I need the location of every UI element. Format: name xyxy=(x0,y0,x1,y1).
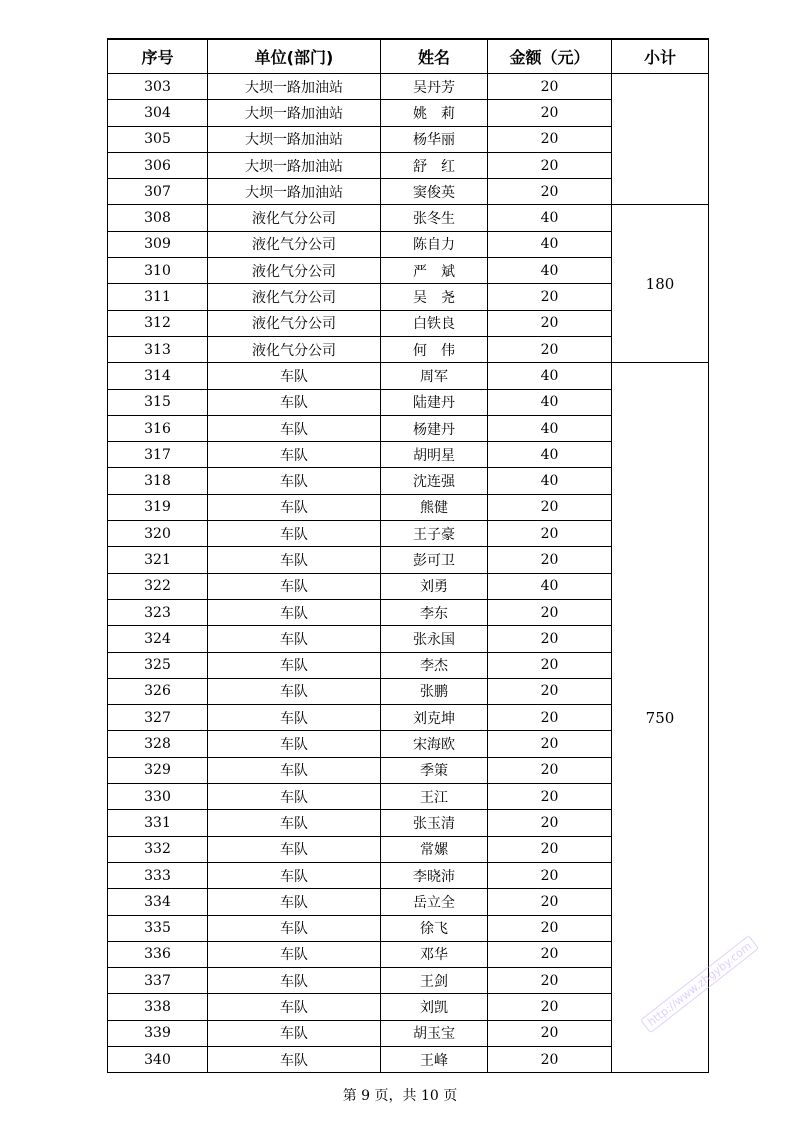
cell-amount: 40 xyxy=(488,442,612,468)
cell-name: 邓华 xyxy=(381,941,488,967)
cell-serial-no: 305 xyxy=(108,126,208,152)
cell-name: 刘勇 xyxy=(381,573,488,599)
cell-serial-no: 332 xyxy=(108,836,208,862)
cell-serial-no: 340 xyxy=(108,1046,208,1072)
cell-name: 张永国 xyxy=(381,626,488,652)
cell-amount: 40 xyxy=(488,231,612,257)
cell-name: 吴 尧 xyxy=(381,284,488,310)
cell-name: 陈自力 xyxy=(381,231,488,257)
cell-name: 舒 红 xyxy=(381,152,488,178)
cell-name: 胡玉宝 xyxy=(381,1020,488,1046)
cell-unit: 液化气分公司 xyxy=(208,258,381,284)
cell-name: 刘克坤 xyxy=(381,705,488,731)
cell-subtotal xyxy=(612,74,709,205)
cell-unit: 液化气分公司 xyxy=(208,336,381,362)
cell-serial-no: 335 xyxy=(108,915,208,941)
cell-unit: 车队 xyxy=(208,389,381,415)
cell-name: 王江 xyxy=(381,784,488,810)
cell-amount: 20 xyxy=(488,74,612,100)
cell-name: 沈连强 xyxy=(381,468,488,494)
cell-unit: 大坝一路加油站 xyxy=(208,74,381,100)
cell-name: 徐飞 xyxy=(381,915,488,941)
cell-serial-no: 328 xyxy=(108,731,208,757)
cell-unit: 车队 xyxy=(208,784,381,810)
cell-serial-no: 325 xyxy=(108,652,208,678)
cell-serial-no: 308 xyxy=(108,205,208,231)
cell-unit: 液化气分公司 xyxy=(208,284,381,310)
cell-serial-no: 304 xyxy=(108,100,208,126)
cell-amount: 40 xyxy=(488,363,612,389)
cell-amount: 20 xyxy=(488,678,612,704)
header-serial-no: 序号 xyxy=(108,39,208,74)
cell-unit: 车队 xyxy=(208,862,381,888)
cell-name: 张鹏 xyxy=(381,678,488,704)
header-name: 姓名 xyxy=(381,39,488,74)
cell-unit: 车队 xyxy=(208,968,381,994)
cell-serial-no: 306 xyxy=(108,152,208,178)
cell-name: 刘凯 xyxy=(381,994,488,1020)
cell-unit: 车队 xyxy=(208,468,381,494)
header-amount: 金额（元） xyxy=(488,39,612,74)
header-subtotal: 小计 xyxy=(612,39,709,74)
cell-amount: 20 xyxy=(488,810,612,836)
cell-serial-no: 303 xyxy=(108,74,208,100)
cell-amount: 20 xyxy=(488,941,612,967)
cell-unit: 大坝一路加油站 xyxy=(208,152,381,178)
cell-amount: 20 xyxy=(488,862,612,888)
cell-serial-no: 322 xyxy=(108,573,208,599)
cell-serial-no: 319 xyxy=(108,494,208,520)
cell-amount: 20 xyxy=(488,336,612,362)
cell-serial-no: 307 xyxy=(108,179,208,205)
cell-name: 常嫘 xyxy=(381,836,488,862)
cell-unit: 车队 xyxy=(208,652,381,678)
cell-amount: 20 xyxy=(488,1046,612,1072)
cell-name: 王子豪 xyxy=(381,521,488,547)
cell-unit: 车队 xyxy=(208,1046,381,1072)
cell-serial-no: 321 xyxy=(108,547,208,573)
cell-name: 何 伟 xyxy=(381,336,488,362)
cell-amount: 20 xyxy=(488,994,612,1020)
cell-unit: 车队 xyxy=(208,415,381,441)
cell-unit: 大坝一路加油站 xyxy=(208,100,381,126)
cell-amount: 20 xyxy=(488,915,612,941)
cell-serial-no: 315 xyxy=(108,389,208,415)
cell-unit: 车队 xyxy=(208,678,381,704)
cell-unit: 车队 xyxy=(208,705,381,731)
cell-serial-no: 318 xyxy=(108,468,208,494)
cell-serial-no: 312 xyxy=(108,310,208,336)
cell-subtotal: 750 xyxy=(612,363,709,1073)
cell-amount: 20 xyxy=(488,494,612,520)
cell-amount: 20 xyxy=(488,179,612,205)
cell-unit: 车队 xyxy=(208,1020,381,1046)
cell-name: 窦俊英 xyxy=(381,179,488,205)
cell-name: 季策 xyxy=(381,757,488,783)
cell-serial-no: 316 xyxy=(108,415,208,441)
cell-serial-no: 331 xyxy=(108,810,208,836)
cell-unit: 车队 xyxy=(208,521,381,547)
cell-name: 熊健 xyxy=(381,494,488,520)
cell-serial-no: 330 xyxy=(108,784,208,810)
cell-name: 王峰 xyxy=(381,1046,488,1072)
table-header-row xyxy=(108,39,709,74)
cell-name: 姚 莉 xyxy=(381,100,488,126)
cell-amount: 20 xyxy=(488,889,612,915)
cell-serial-no: 333 xyxy=(108,862,208,888)
cell-serial-no: 329 xyxy=(108,757,208,783)
cell-name: 岳立全 xyxy=(381,889,488,915)
page-footer: 第 9 页，共 10 页 xyxy=(342,1088,458,1104)
cell-name: 胡明星 xyxy=(381,442,488,468)
cell-amount: 20 xyxy=(488,152,612,178)
cell-amount: 40 xyxy=(488,258,612,284)
table-body xyxy=(108,74,709,1073)
cell-serial-no: 337 xyxy=(108,968,208,994)
cell-name: 宋海欧 xyxy=(381,731,488,757)
cell-unit: 车队 xyxy=(208,547,381,573)
cell-name: 李晓沛 xyxy=(381,862,488,888)
table-row xyxy=(108,363,709,389)
cell-serial-no: 311 xyxy=(108,284,208,310)
cell-unit: 车队 xyxy=(208,889,381,915)
cell-amount: 40 xyxy=(488,468,612,494)
cell-name: 陆建丹 xyxy=(381,389,488,415)
table-row xyxy=(108,74,709,100)
cell-name: 杨华丽 xyxy=(381,126,488,152)
cell-amount: 20 xyxy=(488,836,612,862)
cell-serial-no: 339 xyxy=(108,1020,208,1046)
cell-amount: 20 xyxy=(488,547,612,573)
cell-name: 周军 xyxy=(381,363,488,389)
cell-serial-no: 334 xyxy=(108,889,208,915)
cell-name: 李杰 xyxy=(381,652,488,678)
cell-amount: 20 xyxy=(488,757,612,783)
cell-name: 张玉清 xyxy=(381,810,488,836)
cell-serial-no: 310 xyxy=(108,258,208,284)
cell-amount: 20 xyxy=(488,521,612,547)
cell-serial-no: 317 xyxy=(108,442,208,468)
cell-unit: 车队 xyxy=(208,810,381,836)
cell-name: 张冬生 xyxy=(381,205,488,231)
cell-name: 吴丹芳 xyxy=(381,74,488,100)
cell-serial-no: 320 xyxy=(108,521,208,547)
cell-unit: 车队 xyxy=(208,573,381,599)
cell-amount: 20 xyxy=(488,1020,612,1046)
cell-amount: 40 xyxy=(488,573,612,599)
cell-serial-no: 326 xyxy=(108,678,208,704)
cell-unit: 车队 xyxy=(208,442,381,468)
cell-unit: 大坝一路加油站 xyxy=(208,126,381,152)
cell-amount: 20 xyxy=(488,310,612,336)
cell-unit: 车队 xyxy=(208,836,381,862)
cell-serial-no: 323 xyxy=(108,599,208,625)
cell-unit: 车队 xyxy=(208,494,381,520)
cell-name: 杨建丹 xyxy=(381,415,488,441)
cell-amount: 40 xyxy=(488,389,612,415)
cell-name: 王剑 xyxy=(381,968,488,994)
cell-unit: 液化气分公司 xyxy=(208,310,381,336)
cell-unit: 液化气分公司 xyxy=(208,205,381,231)
cell-serial-no: 324 xyxy=(108,626,208,652)
cell-name: 彭可卫 xyxy=(381,547,488,573)
cell-serial-no: 336 xyxy=(108,941,208,967)
cell-unit: 车队 xyxy=(208,915,381,941)
cell-amount: 20 xyxy=(488,731,612,757)
cell-serial-no: 327 xyxy=(108,705,208,731)
cell-subtotal: 180 xyxy=(612,205,709,363)
cell-amount: 20 xyxy=(488,284,612,310)
cell-name: 李东 xyxy=(381,599,488,625)
donation-table xyxy=(107,38,709,1073)
cell-amount: 40 xyxy=(488,205,612,231)
cell-amount: 20 xyxy=(488,626,612,652)
cell-amount: 20 xyxy=(488,968,612,994)
cell-unit: 车队 xyxy=(208,599,381,625)
cell-amount: 20 xyxy=(488,652,612,678)
cell-unit: 车队 xyxy=(208,731,381,757)
cell-unit: 车队 xyxy=(208,941,381,967)
cell-amount: 20 xyxy=(488,599,612,625)
cell-unit: 车队 xyxy=(208,994,381,1020)
cell-serial-no: 338 xyxy=(108,994,208,1020)
cell-amount: 20 xyxy=(488,784,612,810)
cell-amount: 20 xyxy=(488,126,612,152)
header-unit: 单位(部门) xyxy=(208,39,381,74)
watermark: http://www.zhgyby.com xyxy=(640,935,759,1034)
cell-amount: 20 xyxy=(488,705,612,731)
cell-amount: 20 xyxy=(488,100,612,126)
cell-unit: 大坝一路加油站 xyxy=(208,179,381,205)
cell-unit: 车队 xyxy=(208,363,381,389)
table-row xyxy=(108,205,709,231)
cell-unit: 车队 xyxy=(208,757,381,783)
cell-unit: 液化气分公司 xyxy=(208,231,381,257)
cell-amount: 40 xyxy=(488,415,612,441)
cell-name: 严 斌 xyxy=(381,258,488,284)
cell-serial-no: 313 xyxy=(108,336,208,362)
cell-unit: 车队 xyxy=(208,626,381,652)
cell-serial-no: 309 xyxy=(108,231,208,257)
cell-serial-no: 314 xyxy=(108,363,208,389)
cell-name: 白铁良 xyxy=(381,310,488,336)
